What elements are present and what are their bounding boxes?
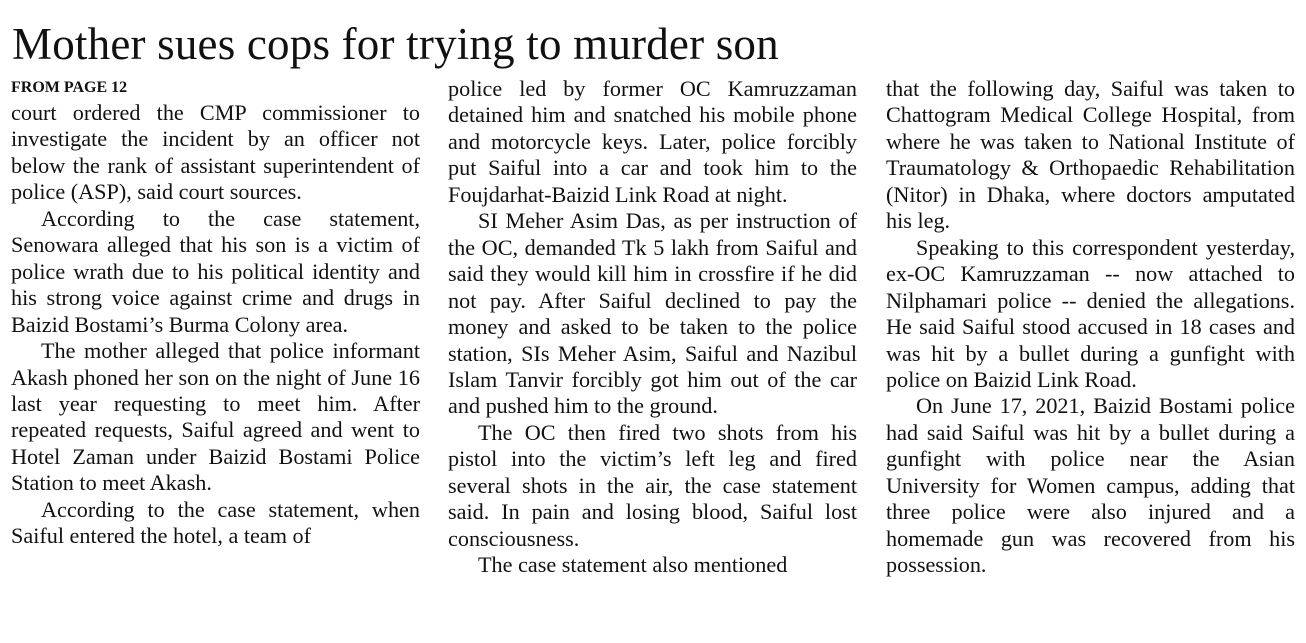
headline: Mother sues cops for trying to murder son	[12, 19, 779, 69]
paragraph: On June 17, 2021, Baizid Bostami police had said Saiful was hit by a bullet during a gunfight with police near the Asian University for Women campus, adding that three police were also injured and a homemade gun was recovered from his possession.	[886, 393, 1295, 578]
paragraph: According to the case statement, when Saiful entered the hotel, a team of	[11, 496, 420, 549]
paragraph: police led by former OC Kamruzzaman detained him and snatched his mobile phone and motorcycle keys. Later, police forcibly put Saiful into a car and took him to the Foujdarhat-Baizid Link Road at night.	[448, 76, 857, 207]
paragraph: Speaking to this correspondent yesterday, ex-OC Kamruzzaman -- now attached to Nilphamari police -- denied the allegations. He said Saiful stood accused in 18 cases and was hit by a bullet during a gunfight with police on Baizid Link Road.	[886, 234, 1295, 392]
article-column-1	[11, 76, 420, 636]
paragraph: The OC then fired two shots from his pistol into the victim’s left leg and fired several shots in the air, the case statement said. In pain and losing blood, Saiful lost consciousness.	[448, 419, 857, 551]
paragraph: According to the case statement, Senowara alleged that his son is a victim of police wrath due to his political identity and his strong voice against crime and drugs in Baizid Bostami’s Burma Colony area.	[11, 205, 420, 337]
paragraph: The mother alleged that police informant Akash phoned her son on the night of June 16 last year requesting to meet him. After repeated requests, Saiful agreed and went to Hotel Zaman under Baizid Bostami Police Station to meet Akash.	[11, 338, 420, 496]
paragraph: The case statement also mentioned	[478, 552, 788, 578]
article-column-2	[448, 76, 857, 636]
continued-from-kicker: FROM PAGE 12	[11, 79, 128, 96]
paragraph: SI Meher Asim Das, as per instruction of the OC, demanded Tk 5 lakh from Saiful and said they would kill him in crossfire if he did not pay. After Saiful declined to pay the money and asked to be taken to the police station, SIs Meher Asim, Saiful and Nazibul Islam Tanvir forcibly got him out of the car and pushed him to the ground.	[448, 208, 857, 419]
paragraph: that the following day, Saiful was taken to Chattogram Medical College Hospital, from where he was taken to National Institute of Traumatology & Orthopaedic Rehabilitation (Nitor) in Dhaka, where doctors amputated his leg.	[886, 76, 1295, 234]
paragraph: court ordered the CMP commissioner to investigate the incident by an officer not below the rank of assistant superintendent of police (ASP), said court sources.	[11, 100, 420, 205]
article-column-3	[886, 76, 1295, 636]
